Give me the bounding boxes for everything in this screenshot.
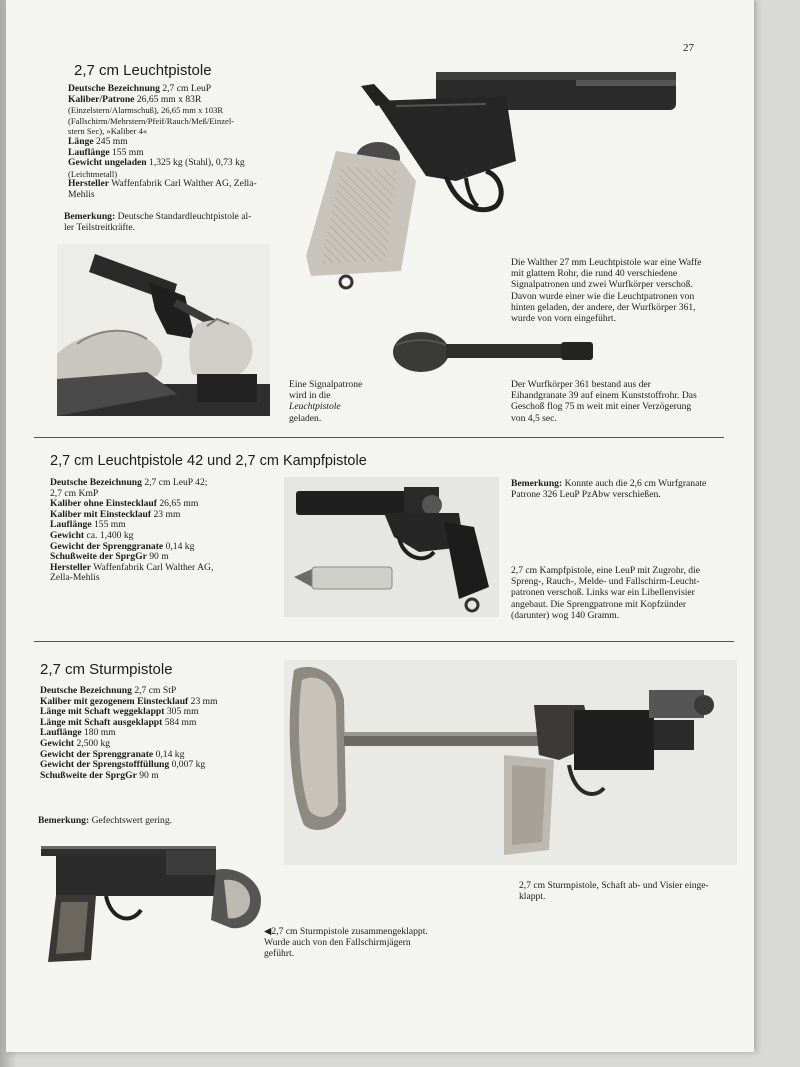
page-number: 27 xyxy=(683,42,694,54)
spec-row: Mehlis xyxy=(68,188,95,200)
caption-kampfpistole: 2,7 cm Kampfpistole, eine LeuP mit Zugrohr, die Spreng-, Rauch-, Melde- und Fallschirm-Leucht- patronen verschoß. Links war ein Libellenvisier angebaut. Die Sprengpatrone mit Kopfzünder (darunter) wog 140 Gramm. xyxy=(511,565,700,621)
spec-row: Kaliber/Patrone 26,65 mm x 83R xyxy=(68,93,202,105)
section-title-sturmpistole: 2,7 cm Sturmpistole xyxy=(40,661,173,678)
book-page xyxy=(6,0,754,1052)
photo-sturmpistole-folded xyxy=(36,840,264,970)
photo-wurfkoerper-361 xyxy=(391,330,601,374)
spec-row: Hersteller Waffenfabrik Carl Walther AG, Zella- xyxy=(68,178,257,190)
spec-row: (Einzelstern/Alarmschuß), 26,65 mm x 103R xyxy=(68,105,224,116)
photo-sturmpistole-extended xyxy=(284,660,737,865)
spec-row: (Fallschirm/Mehrstern/Pfeif/Rauch/Meß/Einzel- xyxy=(68,115,235,126)
spec-row: Kaliber mit Einstecklauf 23 mm xyxy=(50,508,181,520)
spec-row: Lauflänge 155 mm xyxy=(68,146,144,158)
spec-list-leuchtpistole xyxy=(68,84,293,201)
caption-walther: Die Walther 27 mm Leuchtpistole war eine Waffe mit glattem Rohr, die rund 40 verschiedene Signalpatronen und zwei Wurfkörper verschoß. Davon wurde einer wie die Leuchtpatronen von hinten geladen, der andere, der Wurfkörper 361, wurde von vorn eingeführt. xyxy=(511,257,702,325)
spec-row: Gewicht der Sprenggranate 0,14 kg xyxy=(50,540,195,552)
spec-row: Gewicht der Sprengstofffüllung 0,007 kg xyxy=(40,759,206,771)
photo-kampfpistole xyxy=(284,477,499,617)
spec-row: (Leichtmetall) xyxy=(68,168,118,179)
remark-leuchtpistole: Bemerkung: Deutsche Standardleuchtpistole al- ler Teilstreitkräfte. xyxy=(64,211,252,234)
spec-row: Hersteller Waffenfabrik Carl Walther AG, xyxy=(50,561,214,573)
spec-row: Lauflänge 180 mm xyxy=(40,727,116,739)
photo-loading-signal-cartridge xyxy=(57,244,270,416)
spec-row: Kaliber ohne Einstecklauf 26,65 mm xyxy=(50,498,199,510)
spec-row: Schußweite der SprgGr 90 m xyxy=(50,551,169,563)
spec-row: Deutsche Bezeichnung 2,7 cm LeuP 42; xyxy=(50,477,208,488)
caption-loading: Eine Signalpatrone wird in die Leuchtpistole geladen. xyxy=(289,379,363,424)
remark-kampfpistole: Bemerkung: Konnte auch die 2,6 cm Wurfgranate Patrone 326 LeuP PzAbw verschießen. xyxy=(511,478,707,501)
spec-row: 2,7 cm KmP xyxy=(50,487,99,499)
spec-row: Länge mit Schaft weggeklappt 305 mm xyxy=(40,706,199,718)
caption-wurfkoerper: Der Wurfkörper 361 bestand aus der Eihandgranate 39 auf einem Kunststoffrohr. Das Geschoß flog 75 m weit mit einer Verzögerung von 4,5 sec. xyxy=(511,379,697,424)
section-divider xyxy=(34,641,734,642)
spec-row: Gewicht ca. 1,400 kg xyxy=(50,529,134,541)
section-title-leuchtpistole-42: 2,7 cm Leuchtpistole 42 und 2,7 cm Kampfpistole xyxy=(50,453,367,469)
spec-list-sturmpistole xyxy=(40,686,280,781)
spec-row: Gewicht ungeladen 1,325 kg (Stahl), 0,73 kg xyxy=(68,157,245,169)
caption-sturmpistole-folded: ◀2,7 cm Sturmpistole zusammengeklappt. Wurde auch von den Fallschirmjägern geführt. xyxy=(264,926,428,960)
arrow-left-icon: ◀ xyxy=(264,926,272,937)
remark-sturmpistole: Bemerkung: Gefechtswert gering. xyxy=(38,815,173,826)
spec-row: stern Sec), »Kaliber 4« xyxy=(68,126,148,137)
caption-sturmpistole-extended: 2,7 cm Sturmpistole, Schaft ab- und Visier einge- klappt. xyxy=(519,880,709,903)
spec-row: Schußweite der SprgGr 90 m xyxy=(40,769,159,781)
spec-row: Gewicht der Sprenggranate 0,14 kg xyxy=(40,748,185,760)
spec-row: Kaliber mit gezogenem Einstecklauf 23 mm xyxy=(40,695,218,707)
spec-row: Deutsche Bezeichnung 2,7 cm StP xyxy=(40,685,177,696)
section-divider xyxy=(34,437,724,438)
spec-row: Deutsche Bezeichnung 2,7 cm LeuP xyxy=(68,83,212,94)
spec-list-leuchtpistole-42 xyxy=(50,478,280,584)
section-title-leuchtpistole: 2,7 cm Leuchtpistole xyxy=(74,62,212,79)
spec-row: Zella-Mehlis xyxy=(50,572,100,584)
spec-row: Länge 245 mm xyxy=(68,135,128,147)
spec-row: Gewicht 2,500 kg xyxy=(40,737,111,749)
spec-row: Lauflänge 155 mm xyxy=(50,519,126,531)
spec-row: Länge mit Schaft ausgeklappt 584 mm xyxy=(40,716,197,728)
